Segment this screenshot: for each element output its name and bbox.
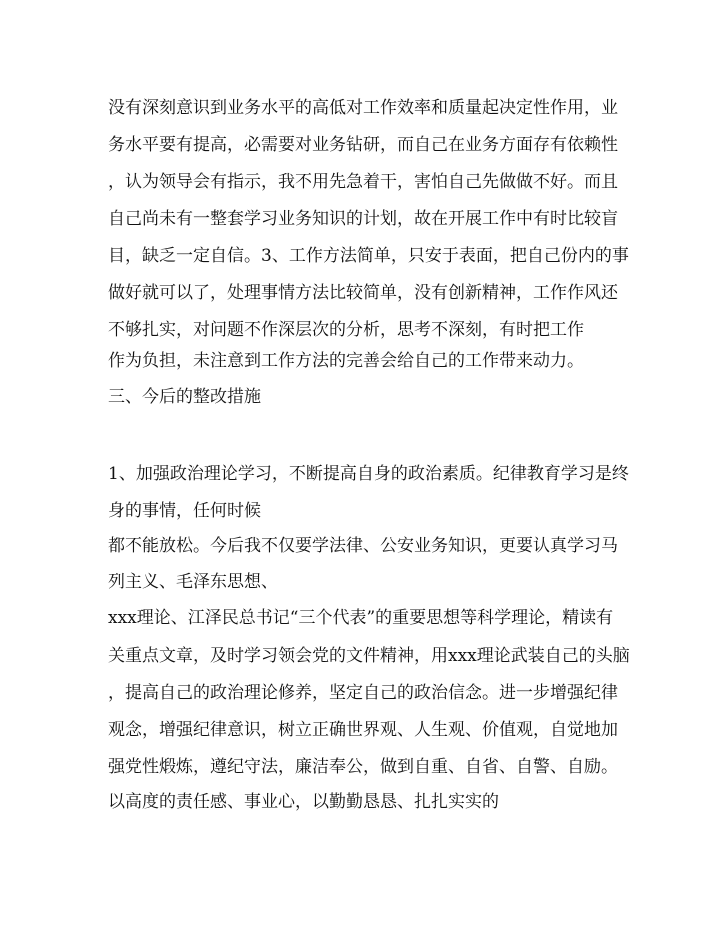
- body-line: 目，缺乏一定自信。3、工作方法简单，只安于表面，把自己份内的事: [108, 246, 629, 266]
- body-line: 没有深刻意识到业务水平的高低对工作效率和质量起决定性作用，业: [108, 98, 618, 118]
- body-line: 1、加强政治理论学习，不断提高自身的政治素质。纪律教育学习是终: [108, 464, 629, 484]
- body-line: 作为负担，未注意到工作方法的完善会给自己的工作带来动力。: [108, 351, 584, 371]
- body-line: 以高度的责任感、事业心，以勤勤恳恳、扎扎实实的: [108, 792, 499, 812]
- body-line: 做好就可以了，处理事情方法比较简单，没有创新精神，工作作风还: [108, 283, 618, 303]
- section-heading: 三、今后的整改措施: [108, 387, 261, 407]
- body-line: xxx理论、江泽民总书记“三个代表”的重要思想等科学理论，精读有: [108, 608, 614, 628]
- body-line: 关重点文章，及时学习领会党的文件精神，用xxx理论武装自己的头脑: [108, 646, 630, 666]
- body-line: 观念，增强纪律意识，树立正确世界观、人生观、价值观，自觉地加: [108, 720, 618, 740]
- body-line: ，认为领导会有指示，我不用先急着干，害怕自己先做做不好。而且: [108, 172, 618, 192]
- body-line: 强党性煅炼，遵纪守法，廉洁奉公，做到自重、自省、自警、自励。: [108, 757, 618, 777]
- body-line: 不够扎实，对问题不作深层次的分析，思考不深刻，有时把工作: [108, 320, 584, 340]
- body-line: 自己尚未有一整套学习业务知识的计划，故在开展工作中有时比较盲: [108, 209, 618, 229]
- body-line: 都不能放松。今后我不仅要学法律、公安业务知识，更要认真学习马: [108, 536, 618, 556]
- body-line: ，提高自己的政治理论修养，坚定自己的政治信念。进一步增强纪律: [108, 683, 618, 703]
- body-line: 务水平要有提高，必需要对业务钻研，而自己在业务方面存有依赖性: [108, 135, 618, 155]
- body-line: 列主义、毛泽东思想、: [108, 572, 278, 592]
- body-line: 身的事情，任何时候: [108, 501, 261, 521]
